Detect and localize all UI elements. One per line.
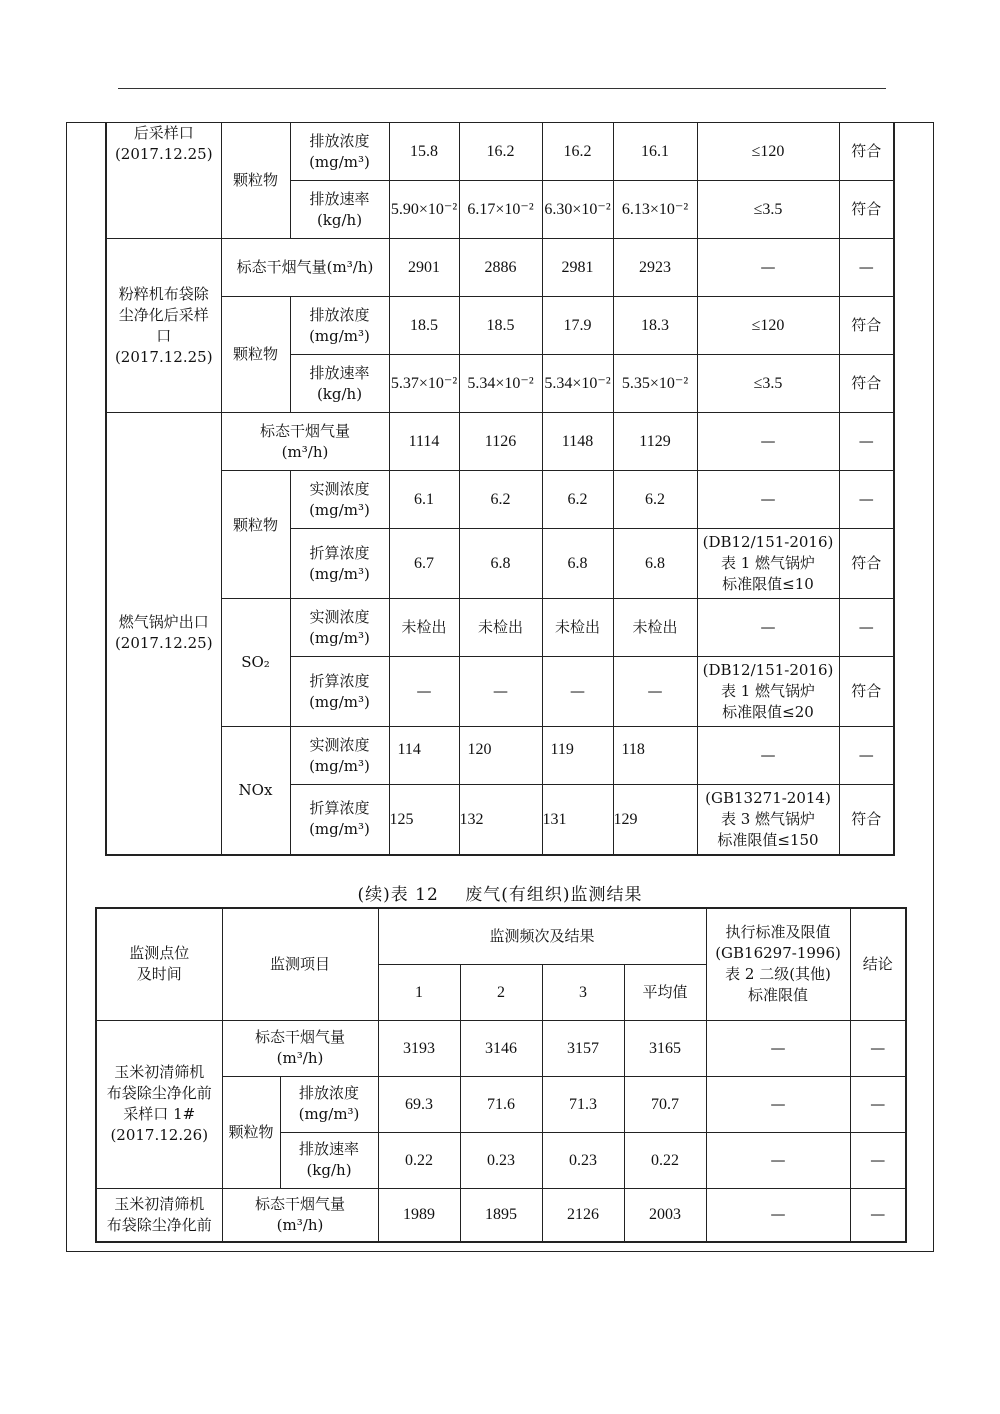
header-standard: 执行标准及限值 (GB16297-1996) 表 2 二级(其他) 标准限值 (706, 908, 850, 1020)
value-cell: 未检出 (389, 599, 459, 657)
value-cell: 5.35×10⁻² (613, 355, 697, 413)
flow-label-cell: 标态干烟气量 (m³/h) (222, 1020, 378, 1076)
value-cell: 3146 (460, 1020, 542, 1076)
table-row (106, 413, 894, 471)
conclusion-cell: 符合 (839, 785, 894, 855)
conclusion-cell: — (850, 1020, 906, 1076)
value-cell: 1126 (459, 413, 542, 471)
value-cell: 5.34×10⁻² (459, 355, 542, 413)
location-cell: 燃气锅炉出口 (2017.12.25) (106, 413, 221, 855)
value-cell: 70.7 (624, 1076, 706, 1132)
conclusion-cell: — (839, 471, 894, 529)
standard-cell: — (706, 1020, 850, 1076)
value-cell: 18.3 (613, 297, 697, 355)
conclusion-cell: — (839, 599, 894, 657)
value-cell: 5.90×10⁻² (389, 181, 459, 239)
value-cell: 120 (459, 727, 542, 785)
value-cell: 3165 (624, 1020, 706, 1076)
param-cell: 排放速率 (kg/h) (290, 355, 389, 413)
value-cell: 6.1 (389, 471, 459, 529)
table-row (106, 599, 894, 657)
standard-cell: — (697, 599, 839, 657)
value-cell: 2126 (542, 1188, 624, 1242)
value-cell: 未检出 (459, 599, 542, 657)
param-cell: 折算浓度 (mg/m³) (290, 785, 389, 855)
value-cell: 6.7 (389, 529, 459, 599)
standard-cell: — (706, 1188, 850, 1242)
param-cell: 排放浓度 (mg/m³) (290, 297, 389, 355)
item-cell: 颗粒物 (221, 123, 290, 239)
value-cell: — (542, 657, 613, 727)
value-cell: 15.8 (389, 123, 459, 181)
location-cell: 粉粹机布袋除 尘净化后采样 口 (2017.12.25) (106, 239, 221, 413)
standard-cell: — (697, 413, 839, 471)
conclusion-cell: — (839, 239, 894, 297)
value-cell: — (459, 657, 542, 727)
conclusion-cell: — (850, 1132, 906, 1188)
param-cell: 实测浓度 (mg/m³) (290, 471, 389, 529)
table-row (96, 1188, 906, 1242)
conclusion-cell: 符合 (839, 355, 894, 413)
value-cell: 2981 (542, 239, 613, 297)
value-cell: 16.2 (459, 123, 542, 181)
item-cell: SO₂ (221, 599, 290, 727)
value-cell: 71.3 (542, 1076, 624, 1132)
standard-cell: (GB13271-2014) 表 3 燃气锅炉 标准限值≤150 (697, 785, 839, 855)
param-cell: 排放速率 (kg/h) (280, 1132, 378, 1188)
conclusion-cell: — (839, 413, 894, 471)
value-cell: 69.3 (378, 1076, 460, 1132)
value-cell: 6.2 (613, 471, 697, 529)
standard-cell: — (706, 1076, 850, 1132)
value-cell: 18.5 (389, 297, 459, 355)
standard-cell: — (697, 727, 839, 785)
value-cell: 119 (542, 727, 613, 785)
header-col-3: 3 (542, 964, 624, 1020)
value-cell: 6.17×10⁻² (459, 181, 542, 239)
table-row (106, 727, 894, 785)
conclusion-cell: 符合 (839, 657, 894, 727)
caption-prefix: (续)表 12 (357, 885, 439, 905)
value-cell: 114 (389, 727, 459, 785)
value-cell: 16.1 (613, 123, 697, 181)
value-cell: 1895 (460, 1188, 542, 1242)
standard-cell: — (697, 471, 839, 529)
value-cell: 0.22 (378, 1132, 460, 1188)
value-cell: 132 (459, 785, 542, 855)
value-cell: 17.9 (542, 297, 613, 355)
value-cell: 71.6 (460, 1076, 542, 1132)
item-cell: 颗粒物 (222, 1076, 280, 1188)
param-cell: 排放浓度 (mg/m³) (290, 123, 389, 181)
value-cell: 118 (613, 727, 697, 785)
header-frequency: 监测频次及结果 (378, 908, 706, 964)
flow-label-cell: 标态干烟气量(m³/h) (221, 239, 389, 297)
table-row (106, 297, 894, 355)
table-row (106, 239, 894, 297)
value-cell: 1129 (613, 413, 697, 471)
value-cell: 5.34×10⁻² (542, 355, 613, 413)
standard-cell: ≤3.5 (697, 355, 839, 413)
flow-label-cell: 标态干烟气量 (m³/h) (221, 413, 389, 471)
conclusion-cell: — (850, 1076, 906, 1132)
value-cell: 1148 (542, 413, 613, 471)
header-col-1: 1 (378, 964, 460, 1020)
standard-cell: ≤120 (697, 123, 839, 181)
location-cell: 后采样口 (2017.12.25) (106, 123, 221, 239)
param-cell: 排放速率 (kg/h) (290, 181, 389, 239)
standard-cell: — (697, 239, 839, 297)
value-cell: 125 (389, 785, 459, 855)
table-caption (0, 880, 1000, 905)
caption-title: 废气(有组织)监测结果 (465, 885, 643, 905)
table-row (106, 123, 894, 181)
monitoring-table-continued (105, 122, 895, 856)
value-cell: 2003 (624, 1188, 706, 1242)
value-cell: 0.22 (624, 1132, 706, 1188)
conclusion-cell: — (839, 727, 894, 785)
flow-label-cell: 标态干烟气量 (m³/h) (222, 1188, 378, 1242)
location-cell: 玉米初清筛机 布袋除尘净化前 采样口 1# (2017.12.26) (96, 1020, 222, 1188)
standard-cell: (DB12/151-2016) 表 1 燃气锅炉 标准限值≤20 (697, 657, 839, 727)
value-cell: 6.8 (542, 529, 613, 599)
standard-cell: ≤3.5 (697, 181, 839, 239)
value-cell: 6.8 (613, 529, 697, 599)
monitoring-table (95, 907, 907, 1243)
param-cell: 排放浓度 (mg/m³) (280, 1076, 378, 1132)
header-col-2: 2 (460, 964, 542, 1020)
header-rule (118, 88, 886, 89)
header-col-average: 平均值 (624, 964, 706, 1020)
value-cell: 1989 (378, 1188, 460, 1242)
value-cell: 131 (542, 785, 613, 855)
standard-cell: ≤120 (697, 297, 839, 355)
conclusion-cell: 符合 (839, 297, 894, 355)
location-cell: 玉米初清筛机 布袋除尘净化前 (96, 1188, 222, 1242)
value-cell: 2886 (459, 239, 542, 297)
value-cell: 未检出 (613, 599, 697, 657)
header-location: 监测点位 及时间 (96, 908, 222, 1020)
table-row (106, 471, 894, 529)
value-cell: — (389, 657, 459, 727)
value-cell: 6.2 (542, 471, 613, 529)
value-cell: 18.5 (459, 297, 542, 355)
header-conclusion: 结论 (850, 908, 906, 1020)
value-cell: 16.2 (542, 123, 613, 181)
value-cell: 3193 (378, 1020, 460, 1076)
value-cell: — (613, 657, 697, 727)
value-cell: 6.13×10⁻² (613, 181, 697, 239)
value-cell: 3157 (542, 1020, 624, 1076)
param-cell: 实测浓度 (mg/m³) (290, 599, 389, 657)
conclusion-cell: 符合 (839, 123, 894, 181)
value-cell: 未检出 (542, 599, 613, 657)
table-header-row (96, 908, 906, 964)
value-cell: 6.30×10⁻² (542, 181, 613, 239)
value-cell: 5.37×10⁻² (389, 355, 459, 413)
item-cell: 颗粒物 (221, 471, 290, 599)
standard-cell: — (706, 1132, 850, 1188)
header-item: 监测项目 (222, 908, 378, 1020)
item-cell: 颗粒物 (221, 297, 290, 413)
param-cell: 折算浓度 (mg/m³) (290, 529, 389, 599)
standard-cell: (DB12/151-2016) 表 1 燃气锅炉 标准限值≤10 (697, 529, 839, 599)
param-cell: 实测浓度 (mg/m³) (290, 727, 389, 785)
value-cell: 2901 (389, 239, 459, 297)
conclusion-cell: 符合 (839, 529, 894, 599)
table-row (96, 1020, 906, 1076)
param-cell: 折算浓度 (mg/m³) (290, 657, 389, 727)
value-cell: 0.23 (542, 1132, 624, 1188)
value-cell: 6.2 (459, 471, 542, 529)
value-cell: 0.23 (460, 1132, 542, 1188)
item-cell: NOx (221, 727, 290, 855)
value-cell: 129 (613, 785, 697, 855)
value-cell: 1114 (389, 413, 459, 471)
value-cell: 6.8 (459, 529, 542, 599)
conclusion-cell: 符合 (839, 181, 894, 239)
conclusion-cell: — (850, 1188, 906, 1242)
value-cell: 2923 (613, 239, 697, 297)
